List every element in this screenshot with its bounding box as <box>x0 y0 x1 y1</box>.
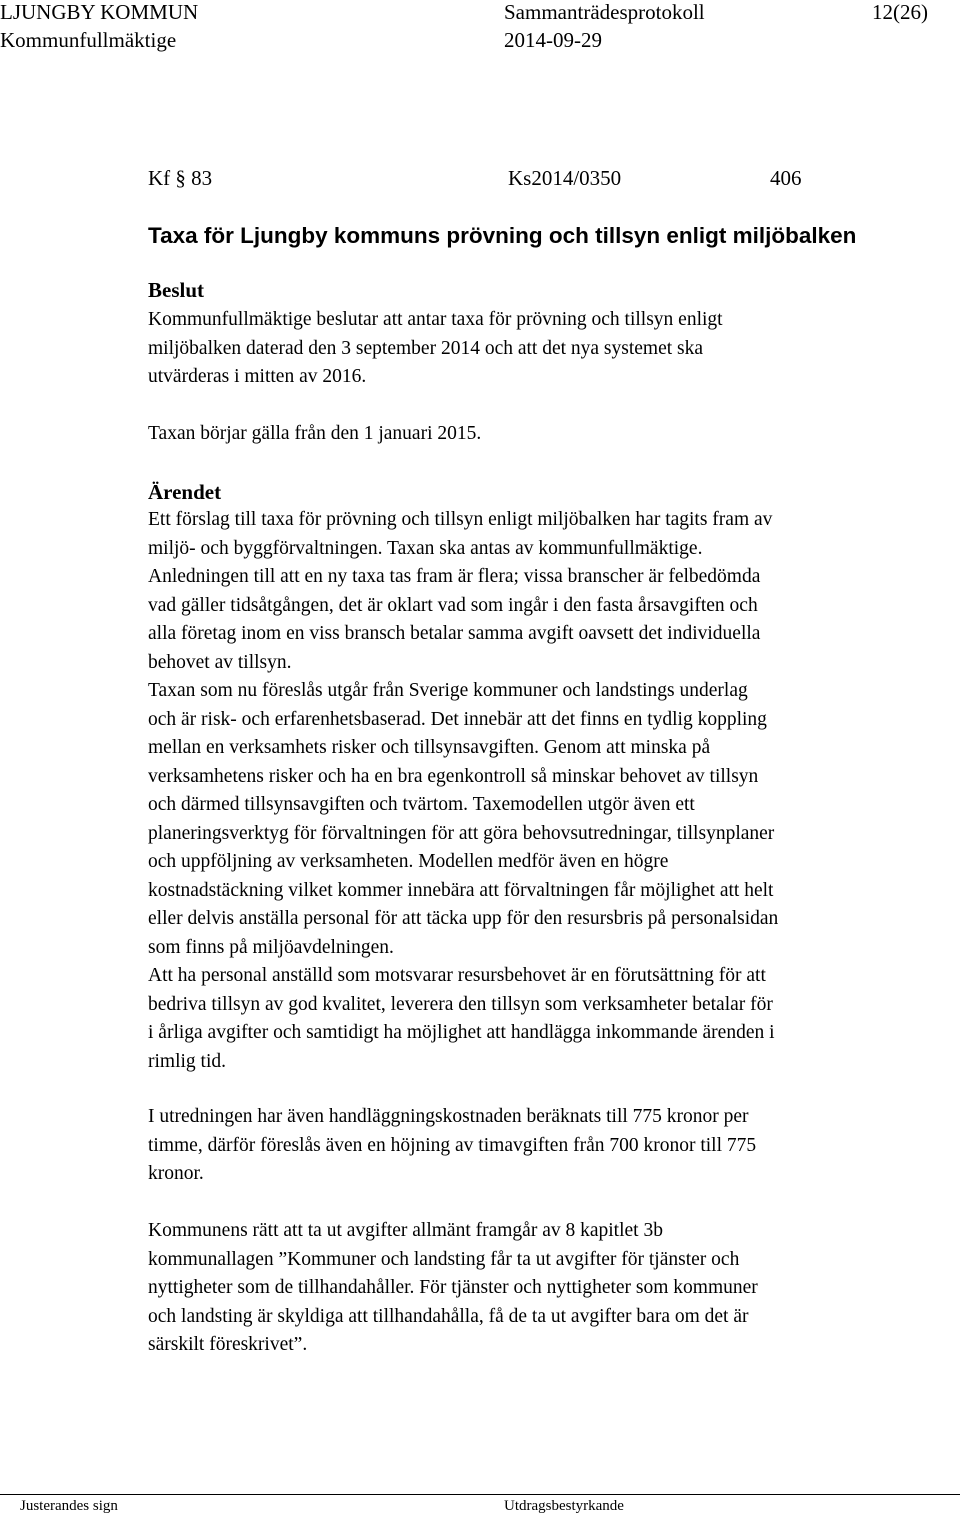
kommunallag-text <box>148 1217 758 1360</box>
beslut-line: utvärderas i mitten av 2016. <box>148 366 367 387</box>
arendet-line: och uppföljning av verksamheten. Modellen medför även en högre <box>148 851 669 872</box>
kommunallag-line: nyttigheter som de tillhandahåller. För tjänster och nyttigheter som kommuner <box>148 1277 758 1298</box>
arendet-line: i årliga avgifter och samtidigt ha möjlighet att handlägga inkommande ärenden i <box>148 1022 775 1043</box>
case-title: Taxa för Ljungby kommuns prövning och tillsyn enligt miljöbalken <box>148 223 857 248</box>
kommunallag-line: kommunallagen ”Kommuner och landsting får ta ut avgifter för tjänster och <box>148 1248 740 1270</box>
arendet-line: Ett förslag till taxa för prövning och tillsyn enligt miljöbalken har tagits fram av <box>148 509 773 530</box>
arendet-line: rimlig tid. <box>148 1050 226 1072</box>
arendet-line: bedriva tillsyn av god kvalitet, leverera den tillsyn som verksamheter betalar för <box>148 993 773 1015</box>
header-doc-type: Sammanträdesprotokoll <box>504 0 705 24</box>
footer-utdragsbestyrkande: Utdragsbestyrkande <box>504 1498 624 1514</box>
utredning-line: kronor. <box>148 1163 204 1184</box>
arendet-line: kostnadstäckning vilket kommer innebära att förvaltningen får möjlighet att helt <box>148 879 774 901</box>
arendet-text <box>148 506 778 1076</box>
kommunallag-line: och landsting är skyldiga att tillhandahålla, få de ta ut avgifter bara om det är <box>148 1305 749 1327</box>
beslut-heading: Beslut <box>148 278 205 302</box>
footer-justerandes-sign: Justerandes sign <box>20 1498 118 1514</box>
beslut-text <box>148 306 723 392</box>
paragraph-number: Kf § 83 <box>148 166 213 190</box>
arendet-line: eller delvis anställa personal för att täcka upp för den resursbris på personalsidan <box>148 908 779 929</box>
case-code: 406 <box>770 166 802 190</box>
footer-rule <box>0 1494 960 1495</box>
arendet-line: verksamhetens risker och ha en bra egenkontroll så minskar behovet av tillsyn <box>148 765 759 787</box>
header-body: Kommunfullmäktige <box>0 28 177 52</box>
arendet-line: och är risk- och erfarenhetsbaserad. Det innebär att det finns en tydlig koppling <box>148 708 767 730</box>
kommunallag-line: Kommunens rätt att ta ut avgifter allmänt framgår av 8 kapitlet 3b <box>148 1220 663 1241</box>
arendet-line: vad gäller tidsåtgången, det är oklart vad som ingår i den fasta årsavgiften och <box>148 594 758 616</box>
arendet-line: mellan en verksamhets risker och tillsynsavgiften. Genom att minska på <box>148 737 711 758</box>
arendet-heading: Ärendet <box>148 480 222 504</box>
header-org: LJUNGBY KOMMUN <box>0 0 199 24</box>
header-page-number: 12(26) <box>872 0 928 24</box>
utredning-line: I utredningen har även handläggningskostnaden beräknats till 775 kronor per <box>148 1106 749 1127</box>
header-date: 2014-09-29 <box>504 28 602 52</box>
arendet-line: Anledningen till att en ny taxa tas fram är flera; vissa branscher är felbedömda <box>148 566 761 587</box>
arendet-line: Att ha personal anställd som motsvarar resursbehovet är en förutsättning för att <box>148 965 766 986</box>
diary-number: Ks2014/0350 <box>508 166 622 190</box>
arendet-line: miljö- och byggförvaltningen. Taxan ska antas av kommunfullmäktige. <box>148 537 703 559</box>
arendet-line: och därmed tillsynsavgiften och tvärtom. Taxemodellen utgör även ett <box>148 794 695 815</box>
arendet-line: behovet av tillsyn. <box>148 651 292 673</box>
beslut-line: miljöbalken daterad den 3 september 2014 och att det nya systemet ska <box>148 337 704 359</box>
arendet-line: Taxan som nu föreslås utgår från Sverige kommuner och landstings underlag <box>148 680 748 701</box>
beslut-note: Taxan börjar gälla från den 1 januari 2015. <box>148 423 482 444</box>
utredning-text <box>148 1103 756 1189</box>
arendet-line: planeringsverktyg för förvaltningen för att göra behovsutredningar, tillsynplaner <box>148 822 775 844</box>
kommunallag-line: särskilt föreskrivet”. <box>148 1334 308 1355</box>
utredning-line: timme, därför föreslås även en höjning av timavgiften från 700 kronor till 775 <box>148 1134 757 1156</box>
arendet-line: som finns på miljöavdelningen. <box>148 936 394 958</box>
arendet-line: alla företag inom en viss bransch betalar samma avgift oavsett det individuella <box>148 623 761 644</box>
beslut-line: Kommunfullmäktige beslutar att antar taxa för prövning och tillsyn enligt <box>148 309 723 330</box>
